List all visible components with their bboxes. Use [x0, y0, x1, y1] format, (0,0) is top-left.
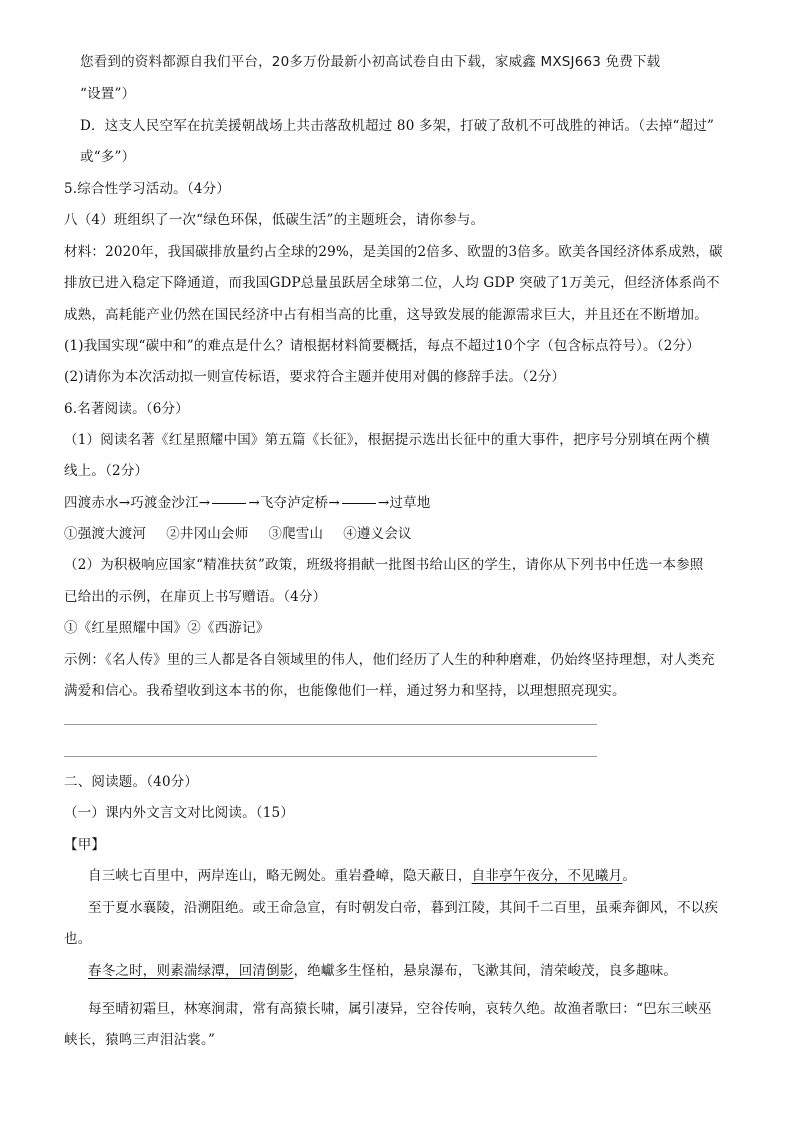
section-2-part-1: （一）课内外文言文对比阅读。（15） [64, 805, 295, 821]
passage-jia-label: 【甲】 [64, 837, 106, 853]
passage-paragraph-4-line2: 峡长，猿鸣三声泪沾裳。” [64, 1032, 216, 1048]
page-header: 您看到的资料都源自我们平台，20多万份最新小初高试卷自由下载，家威鑫 MXSJ663 免费下载 [80, 54, 661, 70]
option-1: ①强渡大渡河 [64, 526, 147, 542]
q4-option-d-line1: D．这支人民空军在抗美援朝战场上共击落敌机超过 80 多架，打破了敌机不可战胜的神话。（去掉“超过” [80, 118, 715, 134]
paragraph-1-text: 自三峡七百里中，两岸连山，略无阙处。重岩叠嶂，隐天蔽日， [88, 868, 472, 884]
q6-book-list: ①《红星照耀中国》②《西游记》 [64, 620, 270, 636]
passage-paragraph-2-line1: 至于夏水襄陵，沿溯阻绝。或王命急宣，有时朝发白帝，暮到江陵，其间千二百里，虽乘奔御风，不以疾 [88, 900, 719, 916]
passage-paragraph-2-line2: 也。 [64, 931, 92, 947]
q6-sub2-line2: 已给出的示例，在扉页上书写赠语。（4分） [64, 589, 327, 605]
q5-intro: 八（4）班组织了一次“绿色环保，低碳生活”的主题班会，请你参与。 [64, 212, 485, 228]
option-2: ②井冈山会师 [166, 526, 249, 542]
q6-example-line1: 示例：《名人传》里的三人都是各自领域里的伟人，他们经历了人生的种种磨难，仍始终坚持理想，对人类充 [64, 652, 715, 668]
section-2-title: 二、阅读题。（40分） [64, 774, 199, 790]
q6-example-line2: 满爱和信心。我希望收到这本书的你，也能像他们一样，通过努力和坚持，以理想照亮现实。 [64, 683, 626, 699]
q6-sub2-line1: （2）为积极响应国家“精准扶贫”政策，班级将捐献一批图书给山区的学生，请你从下列书中任选一本参照 [64, 557, 704, 573]
passage-paragraph-3 [88, 962, 677, 980]
passage-paragraph-1 [88, 867, 636, 885]
option-4: ④遵义会议 [343, 526, 412, 542]
sequence-end: →过草地 [377, 495, 431, 511]
q6-sub1-line1: （1）阅读名著《红星照耀中国》第五篇《长征》，根据提示选出长征中的重大事件，把序号分别填在两个横 [64, 432, 710, 448]
answer-blank-1[interactable] [212, 503, 246, 504]
q5-material-line1: 材料：2020年，我国碳排放量约占全球的29%，是美国的2倍多、欧盟的3倍多。欧美各国经济体系成熟，碳 [64, 244, 723, 260]
passage-paragraph-4-line1: 每至晴初霜旦，林寒涧肃，常有高猿长啸，属引凄异，空谷传响，哀转久绝。故渔者歌曰：“巴东三峡巫 [88, 1001, 712, 1017]
paragraph-3-text: ，绝巘多生怪柏，悬泉瀑布，飞漱其间，清荣峻茂，良多趣味。 [293, 963, 678, 979]
q5-title: 5.综合性学习活动。（4分） [64, 181, 231, 197]
q5-material-line2: 排放已进入稳定下降通道，而我国GDP总量虽跃居全球第二位，人均 GDP 突破了1万美元，但经济体系尚不 [64, 275, 720, 291]
q6-sub1-line2: 线上。（2分） [64, 463, 149, 479]
answer-blank-2[interactable] [342, 503, 376, 504]
answer-line-2[interactable] [64, 756, 597, 757]
q6-options [64, 525, 412, 543]
underlined-sentence-2: 春冬之时，则素湍绿潭，回清倒影 [88, 963, 294, 979]
q5-sub1: (1)我国实现“碳中和”的难点是什么？请根据材料简要概括，每点不超过10个字（包含标点符号）。（2分） [64, 338, 700, 354]
answer-line-1[interactable] [64, 724, 597, 725]
q6-title: 6.名著阅读。（6分） [64, 401, 189, 417]
paragraph-1-end: 。 [622, 868, 637, 884]
q5-material-line3: 成熟，高耗能产业仍然在国民经济中占有相当高的比重，这导致发展的能源需求巨大，并且还在不断增加。 [64, 307, 708, 323]
underlined-sentence-1: 自非亭午夜分，不见曦月 [471, 868, 623, 884]
q4-option-d-line2: 或“多”） [80, 149, 136, 165]
q4-option-c-tail: “设置”） [80, 86, 136, 102]
sequence-start: 四渡赤水→巧渡金沙江→ [64, 495, 211, 511]
q5-sub2: (2)请你为本次活动拟一则宣传标语，要求符合主题并使用对偶的修辞手法。（2分） [64, 369, 566, 385]
q6-sequence [64, 494, 430, 512]
sequence-middle: →飞夺泸定桥→ [248, 495, 340, 511]
option-3: ③爬雪山 [268, 526, 324, 542]
